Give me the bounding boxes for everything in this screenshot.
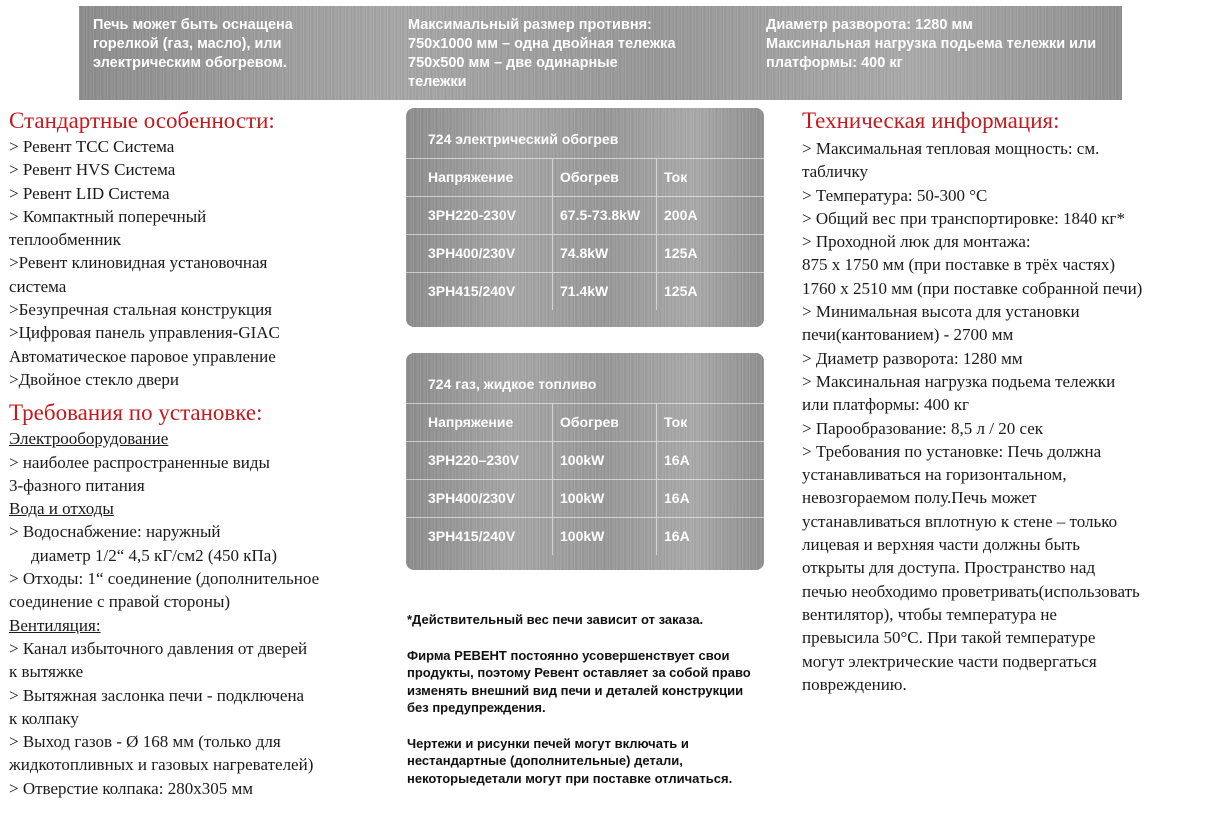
tech-list bbox=[802, 137, 1142, 696]
list-item: к вытяжке bbox=[9, 662, 84, 682]
list-item: > Общий вес при транспортировке: 1840 кг* bbox=[802, 208, 1126, 228]
list-item: устанавливаться вплотную к стене – только bbox=[802, 511, 1118, 531]
list-item: лицевая и верхняя части должны быть bbox=[802, 535, 1081, 555]
table-row: 3PH400/230V 100kW 16A bbox=[406, 479, 764, 517]
list-item: > Отходы: 1“ соединение (дополнительное bbox=[9, 569, 320, 589]
table-row: 3PH415/240V 100kW 16A bbox=[406, 517, 764, 555]
list-item: теплообменник bbox=[9, 230, 121, 250]
features-list bbox=[9, 135, 319, 391]
list-item: система bbox=[9, 276, 67, 296]
list-item: > наиболее распространенные виды bbox=[9, 452, 270, 472]
list-item: печи(кантованием) - 2700 мм bbox=[802, 325, 1014, 345]
list-item: 1760 x 2510 мм (при поставке собранной печи) bbox=[802, 278, 1143, 298]
list-item: > Водоснабжение: наружный bbox=[9, 522, 221, 542]
table-row: 3PH220–230V 100kW 16A bbox=[406, 441, 764, 479]
table-row: 3PH220-230V 67.5-73.8kW 200A bbox=[406, 196, 764, 234]
table-header-row: Напряжение Обогрев Ток bbox=[406, 403, 764, 441]
list-item: 875 x 1750 мм (при поставке в трёх частях) bbox=[802, 255, 1116, 275]
list-item: табличку bbox=[802, 162, 869, 182]
list-item: > Вытяжная заслонка печи - подключена bbox=[9, 685, 305, 705]
notes bbox=[407, 611, 792, 805]
features-title: Стандартные особенности: bbox=[9, 108, 275, 133]
list-item: к колпаку bbox=[9, 708, 79, 728]
list-item: или платформы: 400 кг bbox=[802, 395, 969, 415]
list-item: вентилятор), чтобы температура не bbox=[802, 604, 1057, 624]
list-item: превысила 50°C. При такой температуре bbox=[802, 628, 1096, 648]
list-item: > Температура: 50-300 °C bbox=[802, 185, 988, 205]
list-item: невозгораемом полу.Печь может bbox=[802, 488, 1037, 508]
banner-turn-load-info: Диаметр разворота: 1280 мм Максинальная нагрузка подьема тележки или платформы: 400 кг bbox=[766, 17, 1097, 71]
weight-note: *Действительный вес печи зависит от заказа. bbox=[407, 612, 704, 627]
list-item: Автоматическое паровое управление bbox=[9, 346, 276, 366]
left-column bbox=[9, 107, 319, 800]
list-item: повреждению. bbox=[802, 674, 907, 694]
list-item: печью необходимо проветривать(использовать bbox=[802, 581, 1140, 601]
list-item: > Выход газов - Ø 168 мм (только для bbox=[9, 732, 281, 752]
install-title: Требования по установке: bbox=[9, 400, 263, 426]
list-item: > Максимальная тепловая мощность: см. bbox=[802, 139, 1100, 158]
right-column bbox=[802, 107, 1142, 696]
electric-heading: Электрооборудование bbox=[9, 429, 169, 449]
list-item: соединение с правой стороны) bbox=[9, 592, 231, 612]
list-item: > Компактный поперечный bbox=[9, 206, 207, 226]
table-title: 724 газ, жидкое топливо bbox=[428, 376, 597, 392]
list-item: >Двойное стекло двери bbox=[9, 369, 180, 389]
gas-spec-table bbox=[406, 353, 764, 570]
tech-title: Техническая информация: bbox=[802, 108, 1060, 133]
list-item: > Отверстие колпака: 280x305 мм bbox=[9, 778, 253, 798]
table-title: 724 электрический обогрев bbox=[428, 131, 619, 147]
list-item: устанавливаться на горизонтальном, bbox=[802, 465, 1067, 485]
list-item: 3-фазного питания bbox=[9, 475, 145, 495]
table-row: 3PH415/240V 71.4kW 125A bbox=[406, 272, 764, 310]
list-item: могут электрические части подвергаться bbox=[802, 651, 1097, 671]
list-item: > Канал избыточного давления от дверей bbox=[9, 638, 308, 658]
list-item: > Парообразование: 8,5 л / 20 сек bbox=[802, 418, 1044, 438]
table-header-row: Напряжение Обогрев Ток bbox=[406, 158, 764, 196]
list-item: > Требования по установке: Печь должна bbox=[802, 441, 1102, 461]
list-item: > Диаметр разворота: 1280 мм bbox=[802, 348, 1023, 368]
list-item: >Цифровая панель управления-GIAC bbox=[9, 323, 280, 343]
electric-spec-table bbox=[406, 108, 764, 327]
banner-heating-info: Печь может быть оснащена горелкой (газ, масло), или электрическим обогревом. bbox=[93, 17, 293, 71]
list-item: >Безупречная стальная конструкция bbox=[9, 300, 272, 320]
list-item: > Ревент LID Система bbox=[9, 183, 170, 203]
water-heading: Вода и отходы bbox=[9, 499, 114, 519]
list-item: > Проходной люк для монтажа: bbox=[802, 232, 1031, 252]
list-item: диаметр 1/2“ 4,5 кГ/см2 (450 кПа) bbox=[31, 545, 278, 565]
list-item: > Ревент HVS Система bbox=[9, 160, 176, 180]
list-item: открыты для доступа. Пространство над bbox=[802, 558, 1096, 578]
company-note: Фирма РЕВЕНТ постоянно усовершенствует свои продукты, поэтому Ревент оставляет за собой право изменять внешний вид печи и деталей конструкции без предупреждения. bbox=[407, 647, 751, 715]
list-item: >Ревент клиновидная установочная bbox=[9, 253, 268, 273]
list-item: > Минимальная высота для установки bbox=[802, 302, 1080, 322]
vent-heading: Вентиляция: bbox=[9, 615, 101, 635]
table-row: 3PH400/230V 74.8kW 125A bbox=[406, 234, 764, 272]
banner-tray-size-info: Максимальный размер противня: 750x1000 мм – одна двойная тележка 750x500 мм – две одинарные тележки bbox=[408, 17, 676, 90]
list-item: > Ревент TCC Система bbox=[9, 137, 175, 156]
drawings-note: Чертежи и рисунки печей могут включать и нестандартные (дополнительные) детали, некоторыедетали могут при поставке отличаться. bbox=[407, 735, 733, 786]
top-banner bbox=[79, 6, 1122, 100]
list-item: жидкотопливных и газовых нагревателей) bbox=[9, 755, 314, 775]
list-item: > Максинальная нагрузка подьема тележки bbox=[802, 371, 1116, 391]
